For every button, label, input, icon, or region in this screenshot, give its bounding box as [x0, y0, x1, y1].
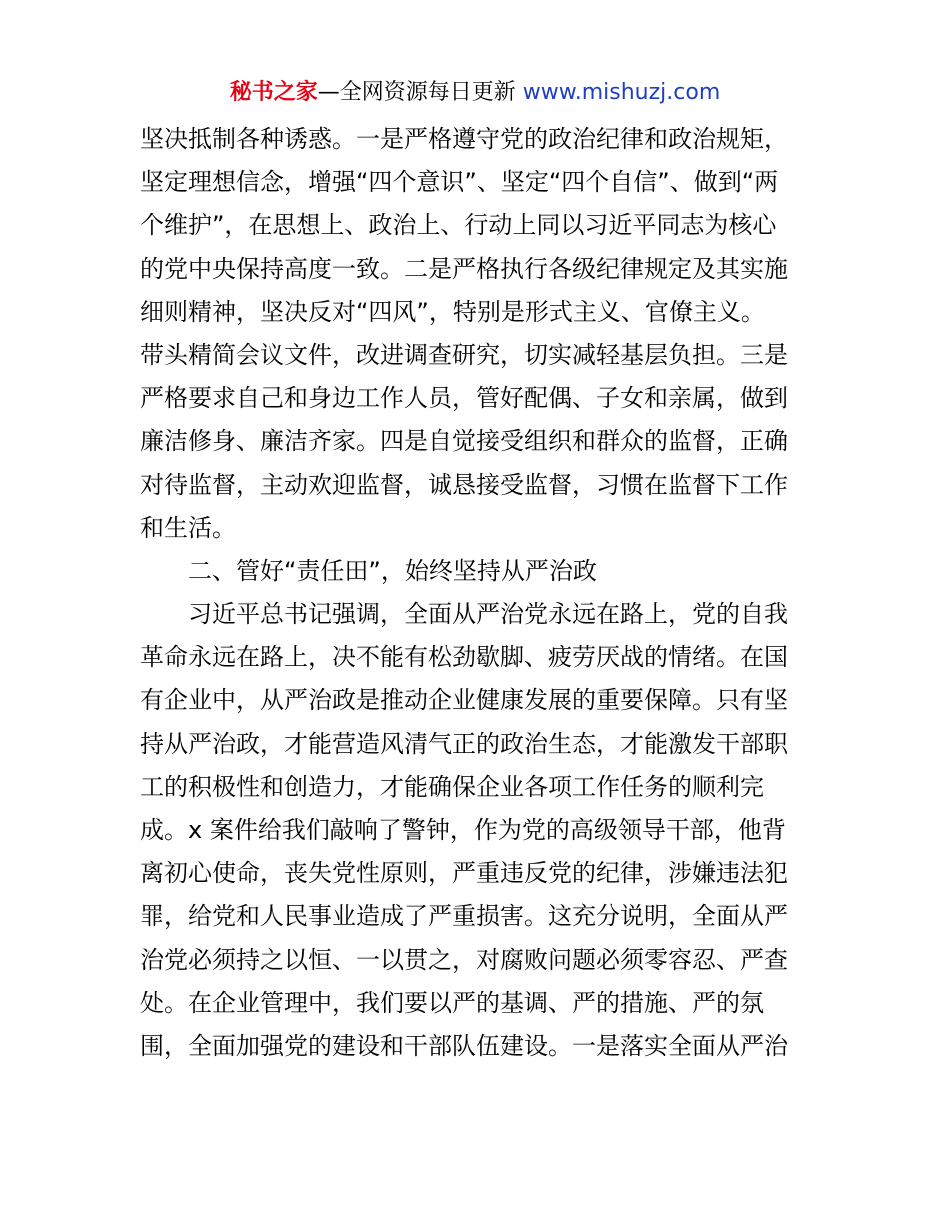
text-line: 的党中央保持高度一致。二是严格执行各级纪律规定及其实施 [140, 254, 788, 283]
text-line: 严格要求自己和身边工作人员，管好配偶、子女和亲属，做到 [140, 384, 788, 413]
text-line: 二、管好“责任田”，始终坚持从严治政 [188, 556, 597, 585]
text-line: 处。在企业管理中，我们要以严的基调、严的措施、严的氛 [140, 988, 764, 1017]
text-line: 持从严治政，才能营造风清气正的政治生态，才能激发干部职 [140, 729, 788, 758]
text-line: 习近平总书记强调，全面从严治党永远在路上，党的自我 [188, 600, 788, 629]
text-line: 坚定理想信念，增强“四个意识”、坚定“四个自信”、做到“两 [140, 168, 779, 197]
text-line: 和生活。 [140, 513, 236, 542]
site-tagline: —全网资源每日更新 [317, 80, 523, 105]
site-header [0, 78, 950, 108]
text-line: 革命永远在路上，决不能有松劲歇脚、疲劳厌战的情绪。在国 [140, 643, 788, 672]
text-line: 带头精简会议文件，改进调查研究，切实减轻基层负担。三是 [140, 340, 788, 369]
text-line: 廉洁修身、廉洁齐家。四是自觉接受组织和群众的监督，正确 [140, 427, 788, 456]
site-url-link[interactable]: www.mishuzj.com [522, 80, 721, 105]
text-line: 坚决抵制各种诱惑。一是严格遵守党的政治纪律和政治规矩， [140, 125, 788, 153]
text-line: 治党必须持之以恒、一以贯之，对腐败问题必须零容忍、严查 [140, 945, 788, 974]
text-line: 成。x 案件给我们敲响了警钟，作为党的高级领导干部，他背 [140, 816, 786, 844]
site-brand: 秘书之家 [229, 80, 318, 105]
text-line: 离初心使命，丧失党性原则，严重违反党的纪律，涉嫌违法犯 [140, 859, 788, 888]
text-line: 工的积极性和创造力，才能确保企业各项工作任务的顺利完 [140, 772, 764, 801]
document-body [140, 118, 812, 1068]
text-line: 有企业中，从严治政是推动企业健康发展的重要保障。只有坚 [140, 686, 788, 715]
text-line: 罪，给党和人民事业造成了严重损害。这充分说明，全面从严 [140, 902, 788, 931]
text-line: 围，全面加强党的建设和干部队伍建设。一是落实全面从严治 [140, 1031, 788, 1060]
text-line: 细则精神，坚决反对“四风”，特别是形式主义、官僚主义。 [140, 297, 765, 326]
text-line: 个维护”，在思想上、政治上、行动上同以习近平同志为核心 [140, 211, 777, 240]
text-line: 对待监督，主动欢迎监督，诚恳接受监督，习惯在监督下工作 [140, 470, 788, 499]
